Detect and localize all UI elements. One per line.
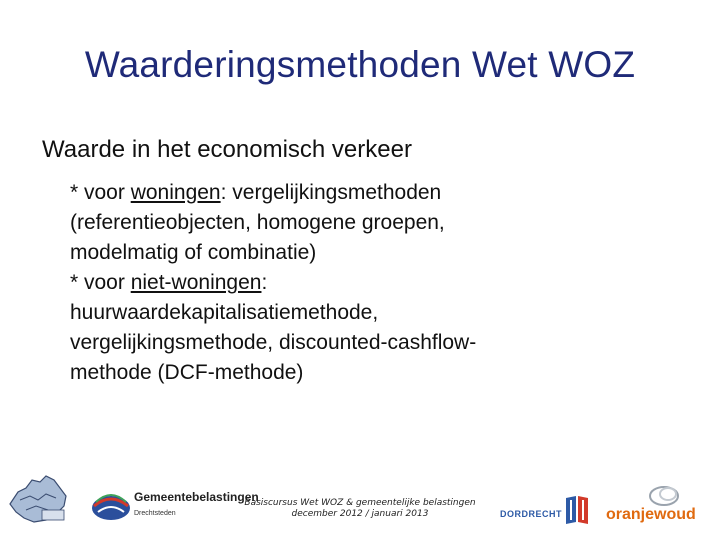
dordrecht-wordmark: DORDRECHT [500, 509, 562, 519]
footer-caption [240, 498, 480, 520]
body-line: methode (DCF-methode) [70, 361, 304, 384]
bullet-prefix: * voor [70, 181, 131, 204]
oranjewoud-logo [606, 484, 716, 528]
body-line: modelmatig of combinatie) [70, 241, 317, 264]
drechtsteden-map-logo [6, 470, 72, 528]
slide-title: Waarderingsmethoden Wet WOZ [84, 44, 636, 85]
gemeentebelastingen-name: Gemeentebelastingen [134, 490, 259, 504]
dordrecht-logo [500, 504, 560, 522]
bullet-keyword: woningen [130, 181, 221, 204]
slide-heading: Waarde in het economisch verkeer [42, 136, 412, 163]
gemeentebelastingen-emblem-icon [90, 488, 132, 522]
oranjewoud-wordmark: oranjewoud [606, 506, 696, 523]
footer-caption-line1: Basiscursus Wet WOZ & gemeentelijke belastingen [244, 498, 476, 508]
dordrecht-flag-icon [562, 494, 592, 526]
bullet-suffix: : [261, 271, 268, 294]
gemeentebelastingen-logo [90, 488, 259, 528]
body-line: (referentieobjecten, homogene groepen, [70, 211, 445, 234]
body-line: huurwaardekapitalisatiemethode, [70, 301, 379, 324]
bullet-prefix: * voor [70, 271, 131, 294]
slide-footer [0, 470, 720, 540]
slide-body [70, 178, 670, 388]
footer-caption-line2: december 2012 / januari 2013 [291, 509, 429, 519]
oranjewoud-emblem-icon [644, 484, 684, 508]
bullet-woningen [70, 178, 670, 208]
bullet-niet-woningen [70, 268, 670, 298]
body-line: vergelijkingsmethode, discounted-cashflow- [70, 331, 477, 354]
gemeentebelastingen-sub: Drechtsteden [134, 510, 176, 517]
bullet-keyword: niet-woningen [130, 271, 262, 294]
bullet-suffix: : vergelijkingsmethoden [220, 181, 442, 204]
